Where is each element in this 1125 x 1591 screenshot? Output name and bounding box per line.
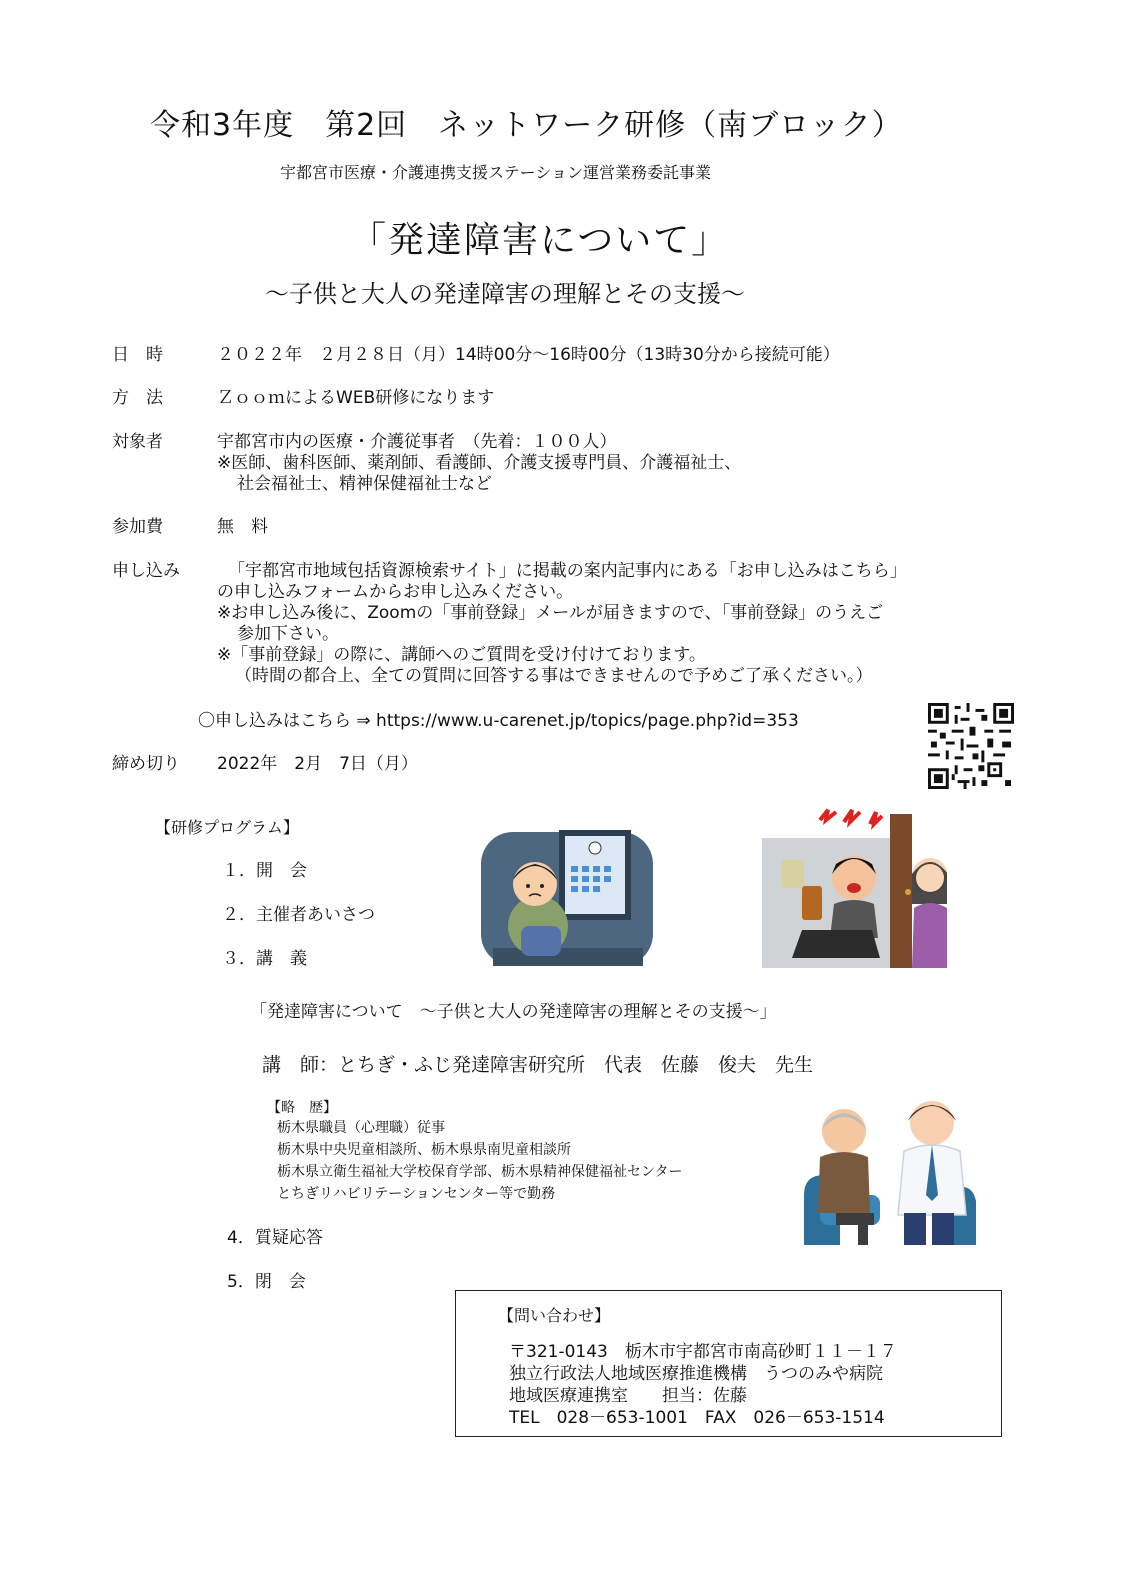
apply-text: の申し込みフォームからお申し込みください。	[217, 582, 574, 602]
angry-man-illustration	[762, 808, 947, 968]
sub-title: ～子供と大人の発達障害の理解とその支援～	[265, 280, 745, 308]
contact-organization: 独立行政法人地域医療推進機構 うつのみや病院	[509, 1364, 883, 1384]
event-subtitle: 宇都宮市医療・介護連携支援ステーション運営業務委託事業	[280, 163, 712, 182]
apply-text: 参加下さい。	[237, 624, 339, 644]
event-title: 令和3年度 第2回 ネットワーク研修（南ブロック）	[150, 108, 903, 143]
apply-link[interactable]: 〇申し込みはこちら ⇒ https://www.u-carenet.jp/topics/page.php?id=353	[198, 711, 799, 731]
date-value: ２０２２年 ２月２８日（月）14時00分～16時00分（13時30分から接続可能）	[217, 345, 840, 365]
target-note: 社会福祉士、精神保健福祉士など	[237, 474, 492, 494]
apply-text: 「宇都宮市地域包括資源検索サイト」に掲載の案内記事内にある「お申し込みはこちら」	[228, 561, 907, 581]
program-item: 4．質疑応答	[227, 1228, 323, 1248]
apply-text: ※お申し込み後に、Zoomの「事前登録」メールが届きますので、「事前登録」のうえご	[217, 603, 884, 623]
deadline-label: 締め切り	[112, 754, 180, 774]
apply-label: 申し込み	[112, 561, 180, 581]
program-item: ２．主催者あいさつ	[222, 905, 375, 925]
deadline-value: 2022年 2月 7日（月）	[217, 754, 418, 774]
target-note: ※医師、歯科医師、薬剤師、看護師、介護支援専門員、介護福祉士、	[217, 453, 742, 473]
doctor-patient-illustration	[800, 1085, 980, 1255]
lecturer: 講 師：とちぎ・ふじ発達障害研究所 代表 佐藤 俊夫 先生	[262, 1054, 814, 1076]
lecture-title: 「発達障害について ～子供と大人の発達障害の理解とその支援～」	[250, 1002, 777, 1022]
fee-label: 参加費	[112, 517, 163, 537]
contact-department: 地域医療連携室 担当：佐藤	[509, 1386, 747, 1406]
date-label: 日 時	[112, 345, 163, 365]
fee-value: 無 料	[217, 517, 268, 537]
qr-code-icon[interactable]	[928, 703, 1014, 789]
apply-text: （時間の都合上、全ての質問に回答する事はできませんので予めご了承ください。）	[235, 666, 873, 686]
program-item: １．開 会	[222, 861, 307, 881]
contact-heading: 【問い合わせ】	[498, 1306, 611, 1325]
bio-line: 栃木県職員（心理職）従事	[277, 1120, 445, 1136]
target-value: 宇都宮市内の医療・介護従事者 （先着：１００人）	[217, 432, 617, 452]
program-item: ３．講 義	[222, 949, 307, 969]
contact-box	[455, 1290, 1002, 1437]
apply-text: ※「事前登録」の際に、講師へのご質問を受け付けております。	[217, 645, 706, 665]
main-title: 「発達障害について」	[350, 220, 730, 261]
target-label: 対象者	[112, 432, 163, 452]
bio-line: 栃木県中央児童相談所、栃木県県南児童相談所	[277, 1142, 571, 1158]
method-label: 方 法	[112, 388, 163, 408]
bio-line: 栃木県立衛生福祉大学校保育学部、栃木県精神保健福祉センター	[277, 1164, 683, 1180]
sad-child-illustration	[473, 818, 660, 968]
bio-heading: 【略 歴】	[267, 1100, 337, 1116]
contact-address: 〒321-0143 栃木市宇都宮市南高砂町１１－１７	[509, 1342, 897, 1362]
method-value: ＺｏｏｍによるWEB研修になります	[217, 388, 495, 408]
bio-line: とちぎリハビリテーションセンター等で勤務	[277, 1186, 556, 1202]
program-item: 5．閉 会	[227, 1272, 306, 1292]
contact-phone: TEL 028－653-1001 FAX 026－653-1514	[509, 1408, 885, 1428]
program-heading: 【研修プログラム】	[155, 818, 299, 837]
